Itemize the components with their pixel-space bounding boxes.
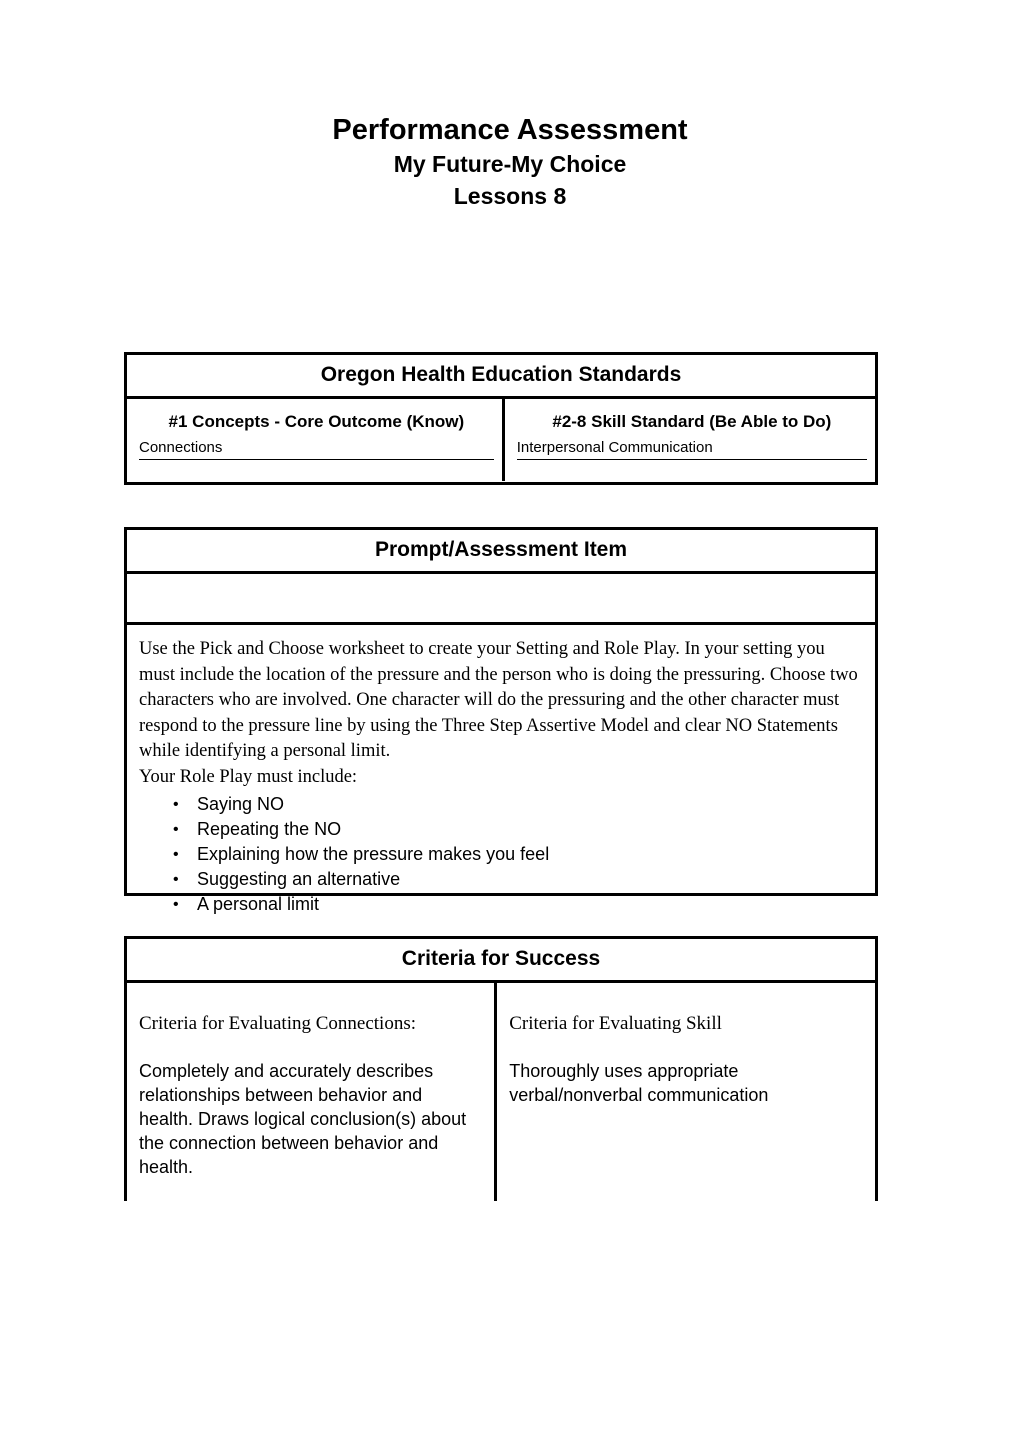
criteria-connections-heading: Criteria for Evaluating Connections: xyxy=(139,1013,417,1034)
criteria-cell-skill xyxy=(497,983,875,1201)
criteria-table-row xyxy=(127,983,875,1201)
criteria-skill-heading: Criteria for Evaluating Skill xyxy=(509,1013,722,1034)
document-page xyxy=(0,112,1020,1432)
list-item: • Repeating the NO xyxy=(197,817,861,842)
criteria-table-header: Criteria for Success xyxy=(127,939,875,983)
standards-skill-value: Interpersonal Communication xyxy=(517,438,867,460)
prompt-table-header: Prompt/Assessment Item xyxy=(127,530,875,574)
prompt-paragraph: Use the Pick and Choose worksheet to create your Setting and Role Play. In your setting you must include the location of the pressure and the person who is doing the pressuring. Choose two characters who are involved. One character will do the pressuring and the other character must respond to the pressure line by using the Three Step Assertive Model and clear NO Statements while identifying a personal limit. xyxy=(139,639,858,761)
page-subtitle: My Future-My Choice xyxy=(393,151,627,177)
list-item: • Suggesting an alternative xyxy=(197,867,861,892)
standards-table xyxy=(124,352,878,485)
list-item: • A personal limit xyxy=(197,892,861,917)
standards-table-row xyxy=(127,399,875,481)
criteria-table xyxy=(124,936,878,1201)
list-item: • Saying NO xyxy=(197,792,861,817)
page-title: Performance Assessment xyxy=(332,114,688,146)
standards-concepts-value: Connections xyxy=(139,438,494,460)
document-title-block xyxy=(0,112,1020,212)
prompt-table xyxy=(124,527,878,914)
standards-cell-concepts xyxy=(127,399,505,481)
prompt-body xyxy=(127,625,875,917)
criteria-cell-connections xyxy=(127,983,497,1201)
criteria-connections-body: Completely and accurately describes relationships between behavior and health. Draws logical conclusion(s) about the connection between behavior and health. xyxy=(139,1061,467,1177)
standards-cell-skill xyxy=(505,399,875,481)
standards-concepts-heading: #1 Concepts - Core Outcome (Know) xyxy=(168,412,465,431)
standards-skill-heading: #2-8 Skill Standard (Be Able to Do) xyxy=(552,412,832,431)
prompt-requirements-list xyxy=(139,792,861,917)
list-item: • Explaining how the pressure makes you feel xyxy=(197,842,861,867)
page-lesson-number: Lessons 8 xyxy=(453,183,567,209)
standards-table-header: Oregon Health Education Standards xyxy=(127,355,875,399)
prompt-roleplay-intro: Your Role Play must include: xyxy=(139,766,358,787)
criteria-skill-body: Thoroughly uses appropriate verbal/nonverbal communication xyxy=(509,1061,769,1105)
prompt-spacer-row xyxy=(127,574,875,625)
